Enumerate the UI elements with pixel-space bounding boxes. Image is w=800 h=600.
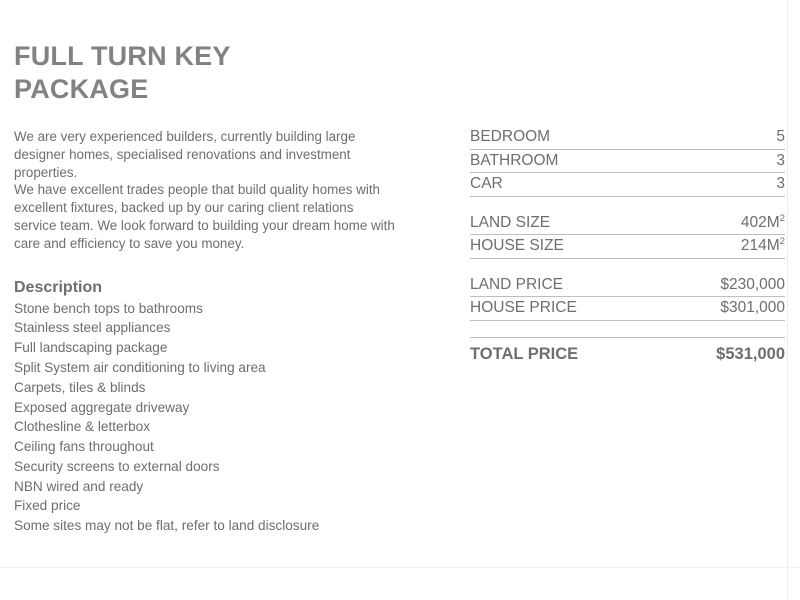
spec-value-text: 402M bbox=[740, 213, 780, 231]
list-item: Carpets, tiles & blinds bbox=[14, 379, 146, 395]
page-edge-divider bbox=[787, 0, 788, 600]
table-row bbox=[470, 274, 785, 298]
spec-label: BEDROOM bbox=[470, 128, 551, 145]
list-item: Some sites may not be flat, refer to land disclosure bbox=[14, 518, 320, 534]
table-row bbox=[470, 126, 785, 150]
sizes-group bbox=[470, 212, 785, 259]
spec-label: LAND PRICE bbox=[470, 275, 564, 293]
intro-paragraph-1: We are very experienced builders, currently building large designer homes, specialised renovations and investment properties. bbox=[14, 128, 356, 180]
table-row bbox=[470, 297, 785, 321]
spec-value: 5 bbox=[776, 128, 785, 145]
spec-value: 3 bbox=[776, 175, 785, 193]
page-bottom-divider bbox=[0, 567, 800, 568]
table-row bbox=[470, 150, 785, 174]
intro-paragraph-2: We have excellent trades people that build quality homes with excellent fixtures, backed up by our caring client relations service team. We look forward to building your dream home with care and efficiency to save you money. bbox=[14, 182, 395, 251]
spec-value-unit: 2 bbox=[779, 235, 785, 247]
spec-label: HOUSE PRICE bbox=[470, 299, 577, 317]
table-row bbox=[470, 173, 785, 197]
prices-group bbox=[470, 274, 785, 321]
spec-label: CAR bbox=[470, 175, 503, 193]
total-price-value: $531,000 bbox=[716, 344, 785, 363]
spec-label: HOUSE SIZE bbox=[470, 237, 564, 255]
total-price-row bbox=[470, 341, 785, 367]
left-content-column bbox=[14, 40, 414, 536]
spec-label: LAND SIZE bbox=[470, 213, 551, 231]
intro-text-block bbox=[14, 128, 399, 253]
spec-value bbox=[741, 213, 785, 233]
list-item: Full landscaping package bbox=[14, 340, 168, 356]
table-row bbox=[470, 235, 785, 259]
list-item: NBN wired and ready bbox=[14, 478, 144, 494]
list-item: Ceiling fans throughout bbox=[14, 439, 154, 455]
list-item: Exposed aggregate driveway bbox=[14, 399, 190, 415]
specifications-panel bbox=[470, 126, 785, 366]
feature-list bbox=[14, 299, 414, 536]
list-item: Clothesline & letterbox bbox=[14, 419, 151, 435]
spec-value: $230,000 bbox=[720, 275, 785, 293]
spec-value-text: 214M bbox=[740, 237, 780, 255]
table-row bbox=[470, 212, 785, 236]
spec-value: $301,000 bbox=[720, 299, 785, 317]
list-item: Stainless steel appliances bbox=[14, 320, 171, 336]
spec-value: 3 bbox=[776, 151, 785, 169]
list-item: Fixed price bbox=[14, 498, 81, 514]
page-title: FULL TURN KEY PACKAGE bbox=[14, 41, 231, 104]
spec-label: BATHROOM bbox=[470, 151, 559, 169]
list-item: Security screens to external doors bbox=[14, 458, 220, 474]
list-item: Stone bench tops to bathrooms bbox=[14, 300, 203, 316]
spec-value-unit: 2 bbox=[779, 212, 785, 224]
total-group bbox=[470, 337, 785, 367]
total-price-label: TOTAL PRICE bbox=[470, 344, 579, 363]
rooms-group bbox=[470, 126, 785, 197]
spec-value bbox=[741, 236, 785, 256]
description-heading: Description bbox=[14, 278, 103, 296]
list-item: Split System air conditioning to living area bbox=[14, 359, 266, 375]
